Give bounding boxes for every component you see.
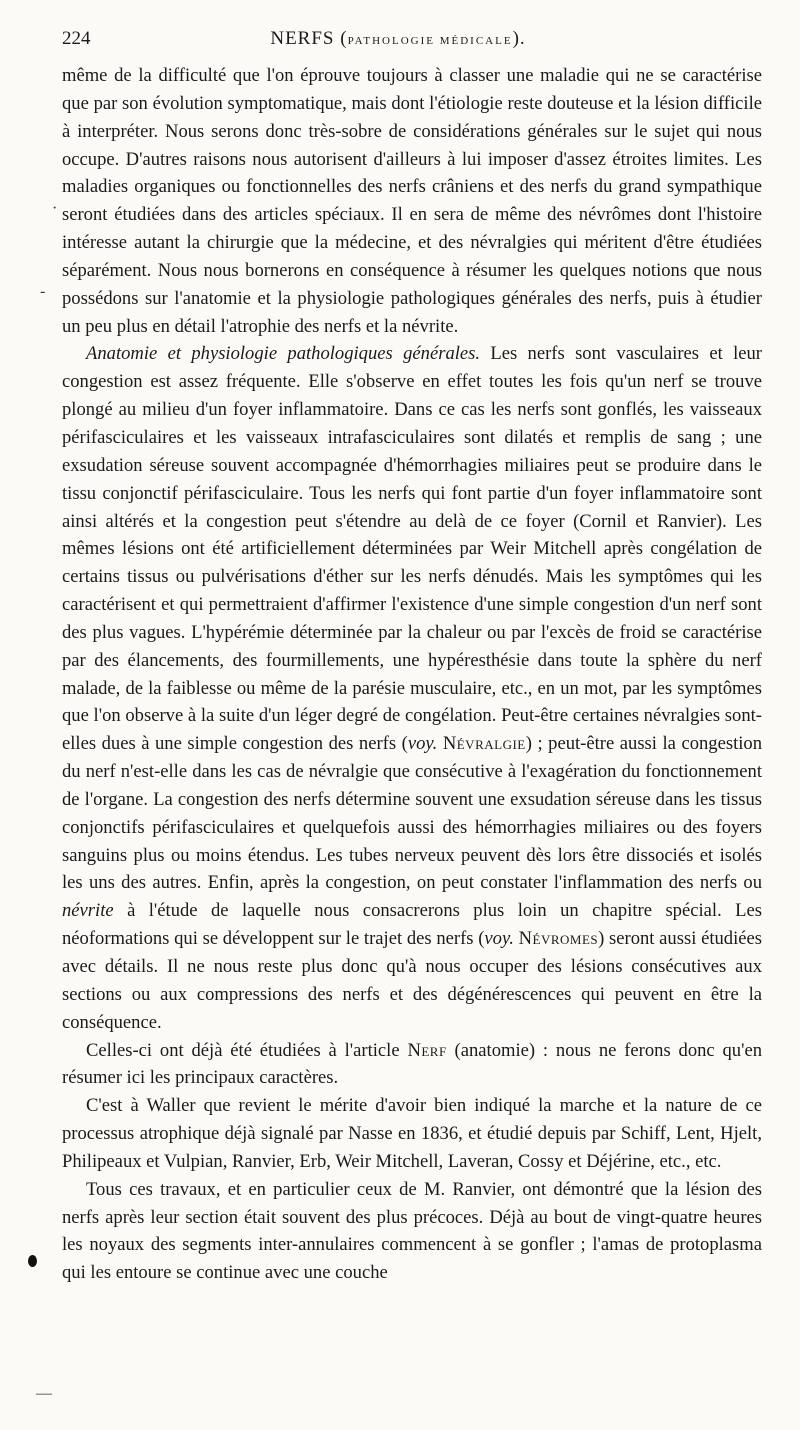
section-heading: Anatomie et physiologie pathologiques générales. bbox=[86, 343, 481, 365]
page-header bbox=[62, 28, 762, 62]
running-head-main: NERFS ( bbox=[270, 28, 348, 49]
margin-dot-mark: · bbox=[52, 200, 58, 217]
term-nevrite: névrite bbox=[62, 900, 114, 922]
cross-reference-nerf: Nerf bbox=[407, 1039, 447, 1061]
paragraph-2-text-c: à l'étude de laquelle nous consacrerons plus loin un chapitre spécial. Les néoformations qui se développent sur le trajet des nerfs ( bbox=[62, 900, 762, 950]
paragraph-4: C'est à Waller que revient le mérite d'avoir bien indiqué la marche et la nature de ce processus atrophique déjà signalé par Nasse en 1836, et étudié depuis par Schiff, Lent, Hjelt, Philipeaux et Vulpian, Ranvier, Erb, Weir Mitchell, Laveran, Cossy et Déjérine, etc., etc. bbox=[62, 1095, 762, 1172]
paragraph-2-text-a: Les nerfs sont vasculaires et leur congestion est assez fréquente. Elle s'observe en effet toutes les fois qu'un nerf se trouve plongé au milieu d'un foyer inflammatoire. Dans ce cas les nerfs sont gonflés, les vaisseaux périfasciculaires et les vaisseaux intrafasciculaires sont dilatés et remplis de sang ; une exsudation séreuse souvent accompagnée d'hémorrhagies miliaires peut se produire dans le tissu conjonctif périfasciculaire. Tous les nerfs qui font partie d'un foyer inflammatoire sont ainsi altérés et la congestion peut s'étendre au delà de ce foyer (Cornil et Ranvier). Les mêmes lésions ont été artificiellement déterminées par Weir Mitchell après congélation de certains tissus ou pulvérisations d'éther sur les nerfs dénudés. Mais les symptômes qui les caractérisent et qui permettraient d'affirmer l'existence d'une simple congestion d'un nerf sont des plus vagues. L'hypérémie déterminée par la chaleur ou par l'excès de froid se caractérise par des élancements, des fourmillements, une hypéresthésie dans toute la sphère du nerf malade, de la faiblesse ou même de la parésie musculaire, etc., en un mot, par les symptômes que l'on observe à la suite d'un léger degré de congélation. Peut-être certaines névralgies sont-elles dues à une simple congestion des nerfs ( bbox=[62, 343, 762, 755]
paragraph-2-text-b: ) ; peut-être aussi la congestion du nerf n'est-elle dans les cas de névralgie que consécutive à l'exagération du fonctionnement de l'organe. La congestion des nerfs détermine souvent une exsudation séreuse dans les tissus conjonctifs périfasciculaires et quelquefois aussi des hémorrhagies miliaires ou des foyers sanguins plus ou moins étendus. Les tubes nerveux peuvent dès lors être dissociés et isolés les uns des autres. Enfin, après la congestion, on peut constater l'inflammation des nerfs ou bbox=[62, 733, 762, 894]
page-number: 224 bbox=[62, 28, 91, 49]
paragraph-2-text-d: ) seront aussi étudiées avec détails. Il ne nous reste plus donc qu'à nous occuper des lésions consécutives aux sections ou aux compressions des nerfs et des dégénérescences qui peuvent en être la conséquence. bbox=[62, 928, 762, 1033]
running-head-end: ). bbox=[512, 28, 526, 49]
voy-reference-1: voy. bbox=[407, 733, 438, 755]
voy-reference-2: voy. bbox=[484, 928, 514, 950]
cross-reference-nevromes: Névromes bbox=[518, 928, 599, 950]
paragraph-1: même de la difficulté que l'on éprouve toujours à classer une maladie qui ne se caractérise que par son évolution symptomatique, mais dont l'étiologie reste douteuse et la lésion difficile à interpréter. Nous serons donc très-sobre de considérations générales sur le sujet qui nous occupe. D'autres raisons nous autorisent d'ailleurs à lui imposer d'assez étroites limites. Les maladies organiques ou fonctionnelles des nerfs crâniens et des nerfs du grand sympathique seront étudiées dans des articles spéciaux. Il en sera de même des névrômes dont l'histoire intéresse autant la chirurgie que la médecine, et des névralgies qui méritent d'être étudiées séparément. Nous nous bornerons en conséquence à résumer les quelques notions que nous possédons sur l'anatomie et la physiologie pathologiques générales des nerfs, puis à étudier un peu plus en détail l'atrophie des nerfs et la névrite. bbox=[62, 65, 762, 337]
margin-dash-mark: - bbox=[40, 283, 46, 300]
ink-blot-mark bbox=[28, 1255, 37, 1267]
cross-reference-nevralgie: Névralgie bbox=[442, 733, 526, 755]
paragraph-2 bbox=[62, 340, 762, 1036]
body-text bbox=[62, 62, 762, 1287]
paragraph-5: Tous ces travaux, et en particulier ceux de M. Ranvier, ont démontré que la lésion des nerfs après leur section était souvent des plus précoces. Déjà au bout de vingt-quatre heures les noyaux des segments inter-annulaires commencent à se gonfler ; l'amas de protoplasma qui les entoure se continue avec une couche bbox=[62, 1178, 762, 1284]
paragraph-3 bbox=[62, 1037, 762, 1093]
running-head bbox=[114, 28, 762, 50]
paragraph-3-text-a: Celles-ci ont déjà été étudiées à l'article bbox=[86, 1039, 408, 1061]
margin-dash-mark-bottom: — bbox=[36, 1385, 52, 1402]
running-head-small-caps: PATHOLOGIE MÉDICALE bbox=[347, 35, 513, 47]
paragraph-3-text-b: (anatomie) : nous ne ferons donc qu'en résumer ici les principaux caractères. bbox=[62, 1039, 762, 1089]
page bbox=[62, 28, 762, 1287]
